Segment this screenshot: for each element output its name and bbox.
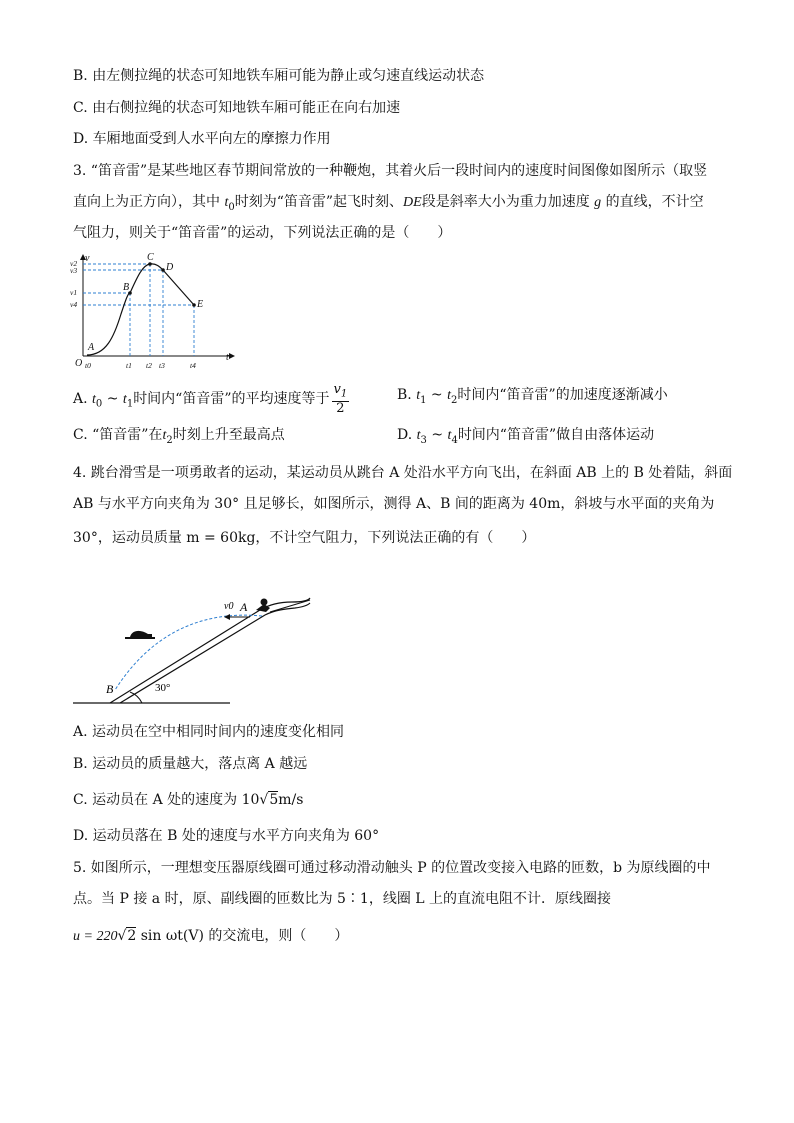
q3-option-c: C. “笛音雷”在$t_2$时刻上升至最高点 bbox=[73, 427, 285, 446]
point-a-label: A bbox=[88, 342, 95, 353]
q2-option-c: C. 由右侧拉绳的状态可知地铁车厢可能正在向右加速 bbox=[73, 100, 401, 116]
graph-guide-lines bbox=[83, 264, 194, 356]
q5-stem-line2: 点。当 P 接 a 时，原、副线圈的匝数比为 5∶1，线圈 L 上的直流电阻不计．原线圈接 bbox=[73, 891, 612, 907]
q3-option-a: A. $t_0$ ~ $t_1$时间内“笛音雷”的平均速度等于 $\frac{v_1}{2}$ bbox=[73, 382, 348, 416]
point-e-label: E bbox=[197, 299, 204, 310]
q4-stem-line3: 30°，运动员质量 m = 60kg，不计空气阻力，下列说法正确的有（ ） bbox=[73, 530, 536, 546]
q2-option-b: B. 由左侧拉绳的状态可知地铁车厢可能为静止或匀速直线运动状态 bbox=[73, 68, 485, 84]
q4-option-d: D. 运动员落在 B 处的速度与水平方向夹角为 60° bbox=[73, 828, 380, 844]
svg-text:v4: v4 bbox=[70, 300, 78, 309]
landed-skier-icon bbox=[125, 631, 155, 639]
q4-option-b: B. 运动员的质量越大，落点离 A 越远 bbox=[73, 756, 308, 772]
q2-option-d: D. 车厢地面受到人水平向左的摩擦力作用 bbox=[73, 131, 331, 147]
axis-t-label: t bbox=[226, 352, 229, 363]
q3-option-b: B. $t_1$ ~ $t_2$时间内“笛音雷”的加速度逐渐减小 bbox=[397, 387, 668, 406]
q4-ski-jump-figure bbox=[70, 590, 320, 712]
svg-text:t3: t3 bbox=[159, 361, 165, 370]
svg-text:v2: v2 bbox=[70, 259, 78, 268]
q4-option-a: A. 运动员在空中相同时间内的速度变化相同 bbox=[73, 724, 345, 740]
q3-velocity-time-graph bbox=[66, 252, 246, 374]
point-d-label: D bbox=[166, 262, 174, 273]
point-a-label: A bbox=[240, 600, 248, 614]
svg-text:t1: t1 bbox=[126, 361, 132, 370]
point-c-label: C bbox=[147, 252, 154, 263]
skier-icon bbox=[256, 599, 270, 613]
q5-stem-line1: 5. 如图所示，一理想变压器原线圈可通过移动滑动触头 P 的位置改变接入电路的匝数，b 为原线圈的中 bbox=[73, 860, 711, 876]
point-b-label: B bbox=[106, 682, 114, 696]
q3-stem-line3: 气阻力，则关于“笛音雷”的运动，下列说法正确的是（ ） bbox=[73, 225, 452, 241]
v-tick-labels bbox=[70, 259, 77, 309]
t-tick-labels bbox=[85, 361, 196, 370]
svg-text:t2: t2 bbox=[146, 361, 152, 370]
trajectory-arc bbox=[115, 615, 262, 690]
slope-surface bbox=[110, 598, 310, 703]
q3-stem-line2: 直向上为正方向），其中 $t_0$时刻为“笛音雷”起飞时刻、DE段是斜率大小为重力加速度 g 的直线，不计空 bbox=[73, 194, 704, 213]
q4-stem-line1: 4. 跳台滑雪是一项勇敢者的运动，某运动员从跳台 A 处沿水平方向飞出，在斜面 AB 上的 B 处着陆，斜面 bbox=[73, 465, 733, 481]
svg-text:v1: v1 bbox=[70, 288, 78, 297]
q3-option-d: D. $t_3$ ~ $t_4$时间内“笛音雷”做自由落体运动 bbox=[397, 427, 655, 446]
q4-stem-line2: AB 与水平方向夹角为 30° 且足够长，如图所示，测得 A、B 间的距离为 40m，斜坡与水平面的夹角为 bbox=[73, 496, 715, 512]
svg-text:t0: t0 bbox=[85, 361, 91, 370]
axis-v-label: v bbox=[85, 253, 90, 264]
q4-option-c: C. 运动员在 A 处的速度为 10√5m/s bbox=[73, 792, 304, 808]
q5-stem-line3: u = 220√2 sin ωt(V) 的交流电，则（ ） bbox=[73, 928, 349, 944]
origin-label: O bbox=[75, 358, 83, 369]
svg-text:v3: v3 bbox=[70, 266, 78, 275]
svg-text:t4: t4 bbox=[190, 361, 196, 370]
point-b-label: B bbox=[123, 282, 130, 293]
v0-label: v0 bbox=[224, 601, 234, 612]
graph-points bbox=[128, 262, 196, 307]
velocity-curve bbox=[87, 264, 194, 355]
angle-label: 30° bbox=[155, 682, 171, 694]
q3-stem-line1: 3. “笛音雷”是某些地区春节期间常放的一种鞭炮，其着火后一段时间内的速度时间图像如图所示（取竖 bbox=[73, 163, 708, 179]
